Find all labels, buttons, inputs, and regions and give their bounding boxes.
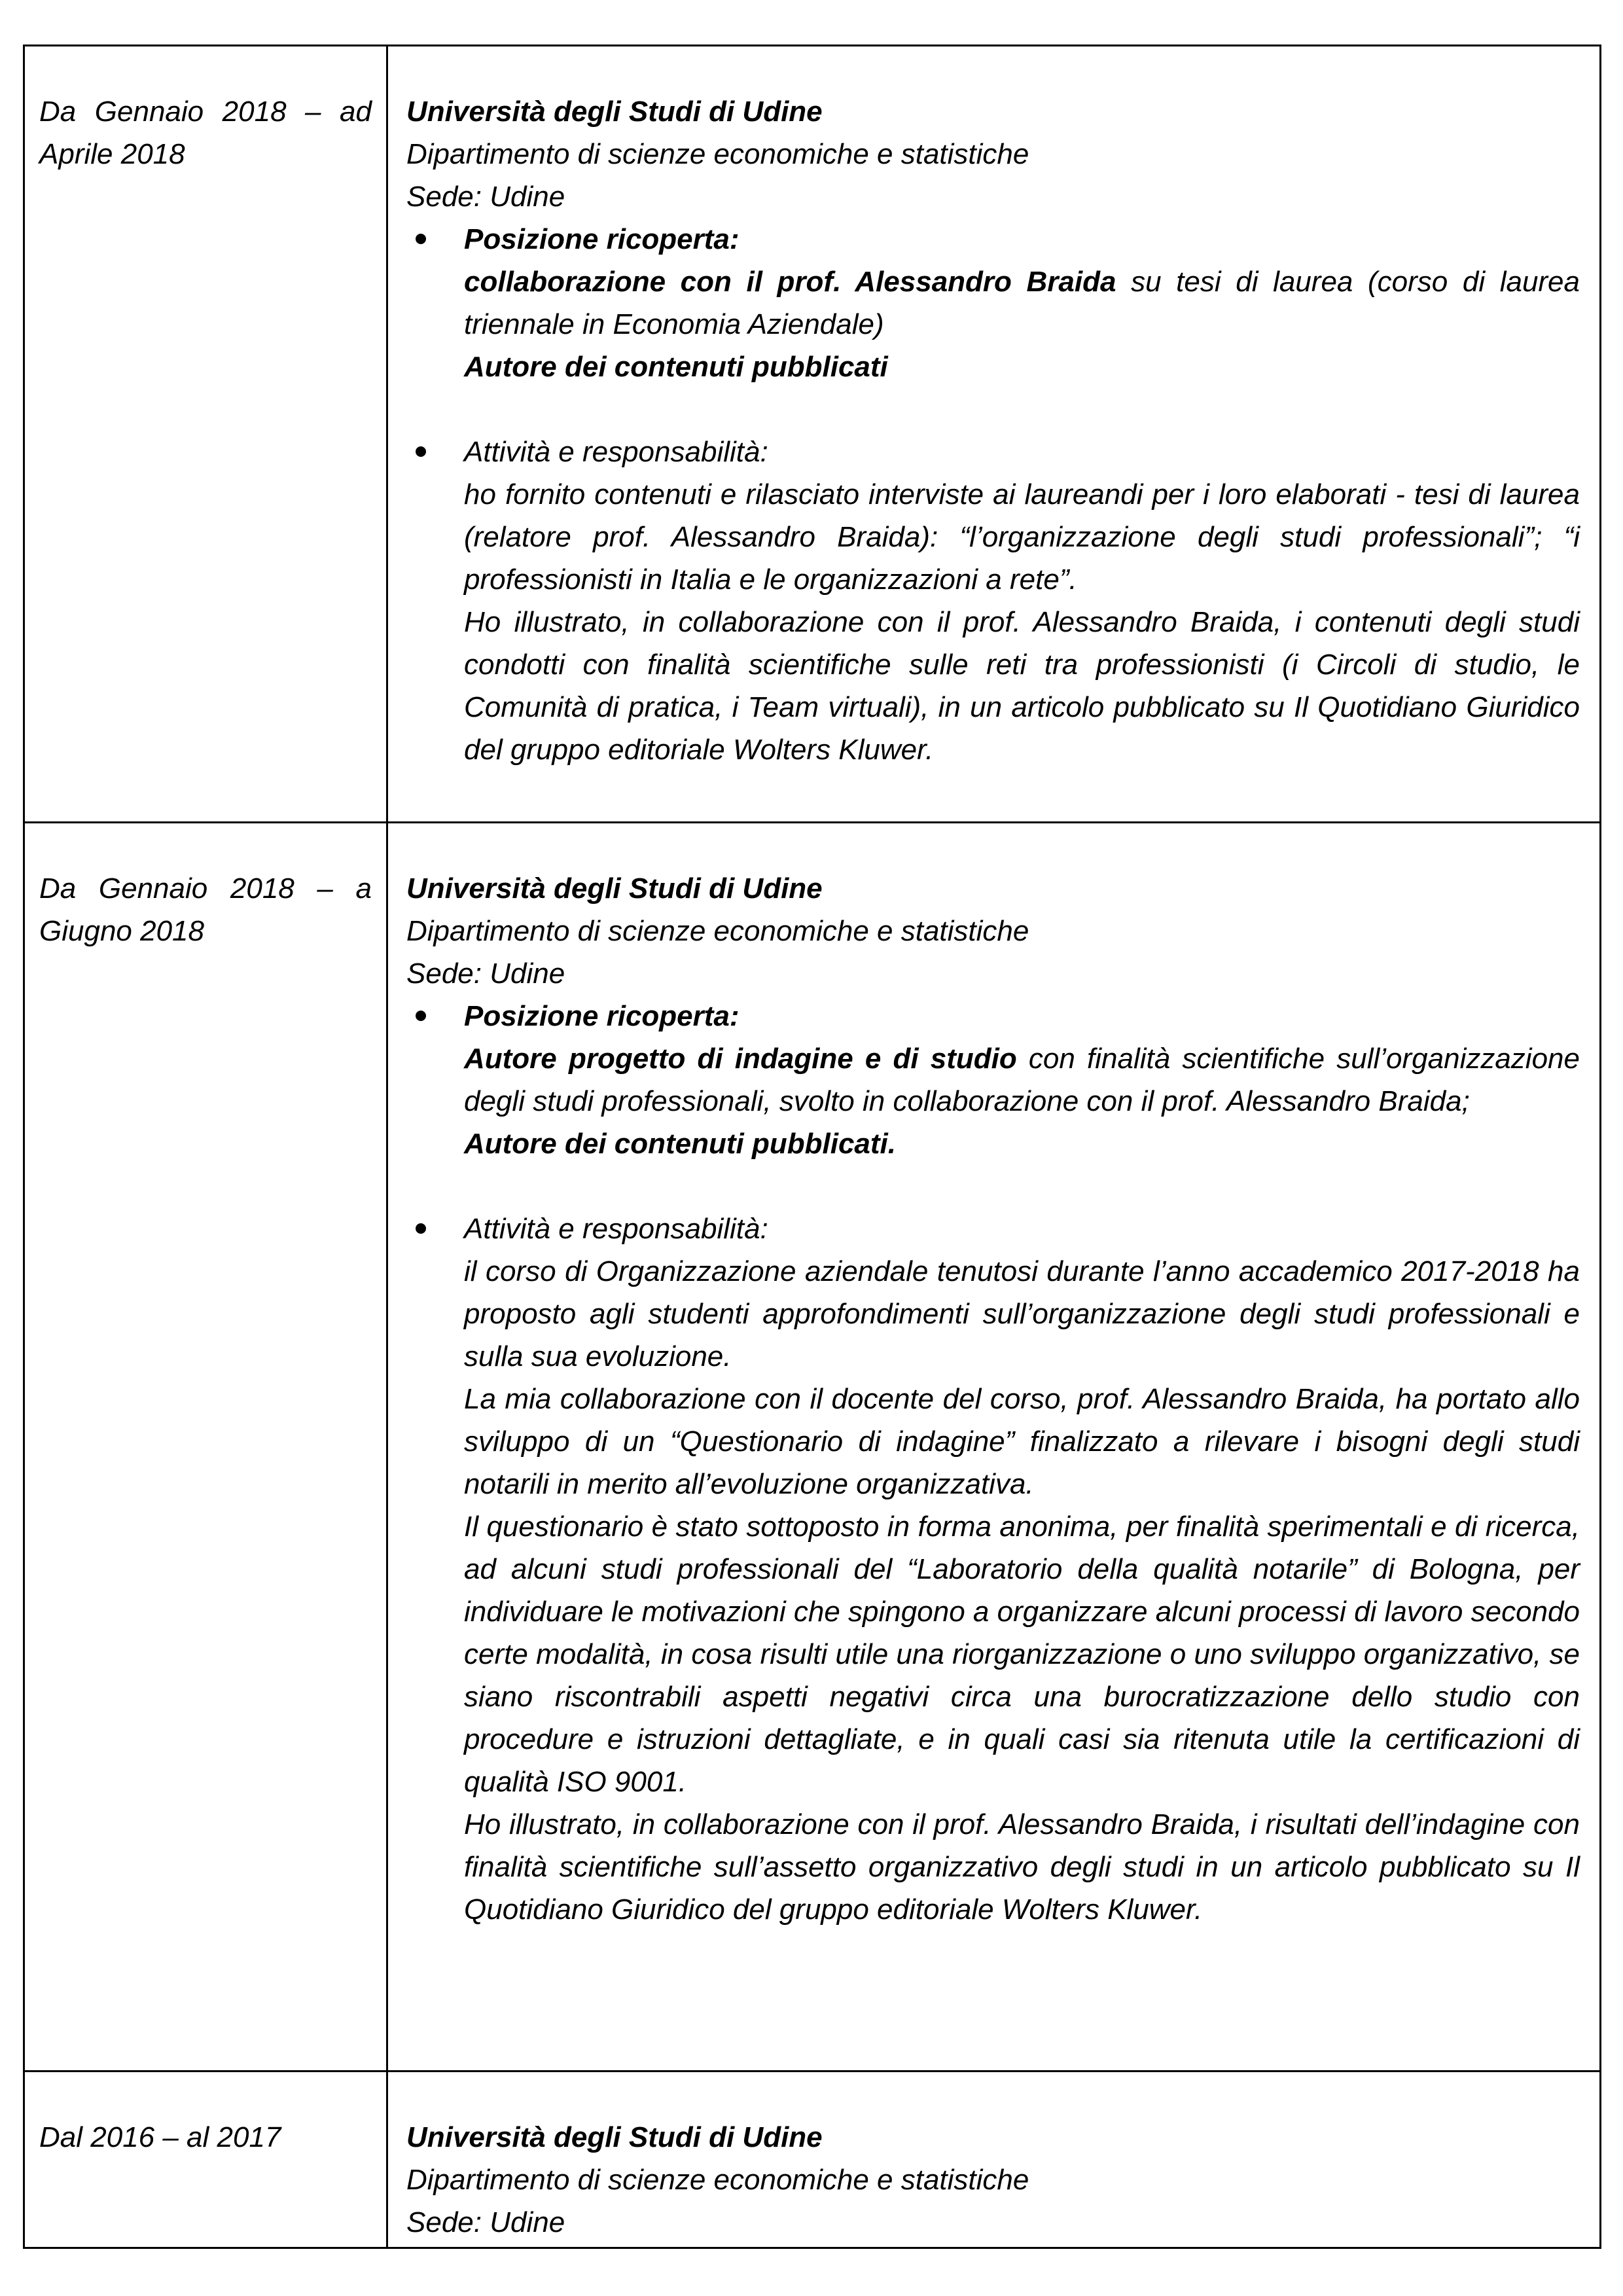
institution-name: Università degli Studi di Udine: [406, 2121, 823, 2153]
date-cell: [24, 2072, 387, 2248]
activities-heading: Attività e responsabilità:: [464, 1213, 768, 1245]
position-heading: Posizione ricoperta:: [464, 1000, 740, 1032]
author-note: Autore dei contenuti pubblicati.: [464, 1128, 896, 1160]
position-item: [406, 218, 1580, 388]
entry-date: Da Gennaio 2018 – a Giugno 2018: [39, 872, 372, 947]
institution-name: Università degli Studi di Udine: [406, 872, 823, 905]
bullet-icon: [416, 234, 426, 244]
position-item: [406, 995, 1580, 1165]
activities-paragraph: ho fornito contenuti e rilasciato interviste ai laureandi per i loro elaborati - tesi di laurea (relatore prof. Alessandro Braida): “l’organizzazione degli studi professionali”; “i professionisti in Italia e le organizzazioni a rete”.: [464, 478, 1580, 596]
institution-name: Università degli Studi di Udine: [406, 96, 823, 128]
bullet-icon: [416, 1223, 426, 1234]
position-description: [464, 1037, 1580, 1122]
author-note: Autore dei contenuti pubblicati: [464, 351, 888, 383]
experience-entry: [24, 823, 1601, 2072]
seat-location: Sede: Udine: [406, 181, 565, 213]
position-description: [464, 260, 1580, 346]
experience-entry: [24, 46, 1601, 823]
position-heading: Posizione ricoperta:: [464, 223, 740, 255]
entry-date: Da Gennaio 2018 – ad Aprile 2018: [39, 96, 372, 170]
activities-paragraph: Ho illustrato, in collaborazione con il prof. Alessandro Braida, i risultati dell’indagine con finalità scientifiche sull’assetto organizzativo degli studi in un articolo pubblicato su Il Quotidiano Giuridico del gruppo editoriale Wolters Kluwer.: [464, 1808, 1580, 1926]
details-cell: [387, 46, 1601, 823]
experience-entry: [24, 2072, 1601, 2248]
department-name: Dipartimento di scienze economiche e statistiche: [406, 2164, 1029, 2196]
spacer: [406, 1165, 1580, 1208]
position-text: con finalità scientifiche sull’organizzazione degli studi professionali, svolto in collaborazione con il prof. Alessandro Braida;: [464, 1043, 1580, 1117]
activities-paragraph: La mia collaborazione con il docente del corso, prof. Alessandro Braida, ha portato allo sviluppo di un “Questionario di indagine” finalizzato a rilevare i bisogni degli studi notarili in merito all’evoluzione organizzativa.: [464, 1383, 1580, 1500]
position-text: su tesi di laurea (corso di laurea triennale in Economia Aziendale): [464, 266, 1580, 340]
details-cell: [387, 2072, 1601, 2248]
date-cell: [24, 46, 387, 823]
seat-location: Sede: Udine: [406, 2206, 565, 2238]
spacer: [406, 388, 1580, 431]
bullet-icon: [416, 446, 426, 457]
details-cell: [387, 823, 1601, 2072]
details-list: [406, 995, 1580, 1931]
activities-paragraph: il corso di Organizzazione aziendale tenutosi durante l’anno accademico 2017-2018 ha proposto agli studenti approfondimenti sull’organizzazione degli studi professionali e sulla sua evoluzione.: [464, 1255, 1580, 1372]
entry-date: Dal 2016 – al 2017: [39, 2121, 281, 2153]
cv-experience-table: [23, 45, 1601, 2249]
bullet-icon: [416, 1011, 426, 1021]
activities-item: [406, 1208, 1580, 1931]
activities-paragraph: Il questionario è stato sottoposto in forma anonima, per finalità sperimentali e di ricerca, ad alcuni studi professionali del “Laboratorio della qualità notarile” di Bologna, per individuare le motivazioni che spingono a organizzare alcuni processi di lavoro secondo certe modalità, in cosa risulti utile una riorganizzazione o uno sviluppo organizzativo, se siano riscontrabili aspetti negativi circa una burocratizzazione dello studio con procedure e istruzioni dettagliate, e in quali casi sia ritenuta utile la certificazioni di qualità ISO 9001.: [464, 1511, 1580, 1798]
activities-heading: Attività e responsabilità:: [464, 436, 768, 468]
details-list: [406, 218, 1580, 771]
position-bold-text: Autore progetto di indagine e di studio: [464, 1043, 1017, 1075]
activities-item: [406, 431, 1580, 771]
department-name: Dipartimento di scienze economiche e statistiche: [406, 915, 1029, 947]
department-name: Dipartimento di scienze economiche e statistiche: [406, 138, 1029, 170]
date-cell: [24, 823, 387, 2072]
position-bold-text: collaborazione con il prof. Alessandro Braida: [464, 266, 1116, 298]
seat-location: Sede: Udine: [406, 958, 565, 990]
activities-paragraph: Ho illustrato, in collaborazione con il prof. Alessandro Braida, i contenuti degli studi condotti con finalità scientifiche sulle reti tra professionisti (i Circoli di studio, le Comunità di pratica, i Team virtuali), in un articolo pubblicato su Il Quotidiano Giuridico del gruppo editoriale Wolters Kluwer.: [464, 606, 1580, 766]
